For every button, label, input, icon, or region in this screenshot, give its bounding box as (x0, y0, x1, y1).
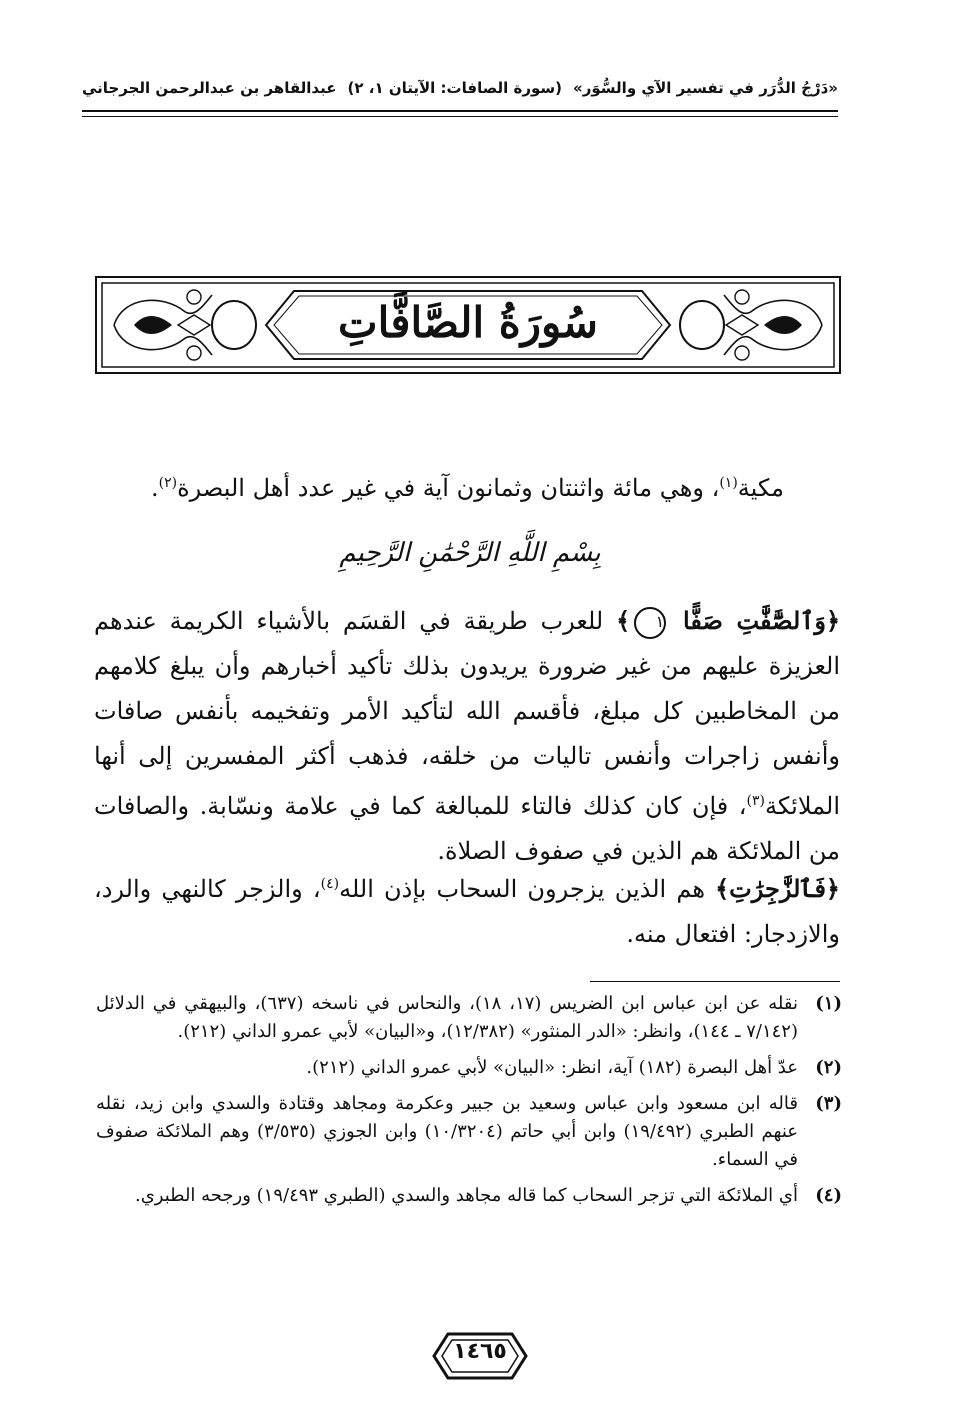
footnotes (96, 990, 842, 1218)
footnote-separator (590, 981, 840, 982)
book-title: «دَرْجُ الدُّرَر في تفسير الآي والسُّوَر» (573, 79, 838, 97)
footnote-number: (٤) (815, 1185, 842, 1206)
paragraph2-text-a: هم الذين يزجرون السحاب بإذن الله (339, 875, 716, 903)
page-number: ١٤٦٥ (453, 1339, 507, 1364)
commentary-paragraph-2 (94, 862, 840, 957)
header-rule-thick (82, 110, 838, 112)
footnote-text: أي الملائكة التي تزجر السحاب كما قاله مجاهد والسدي (الطبري ١٩/٤٩٣) ورجحه الطبري. (135, 1185, 798, 1206)
section-reference: (سورة الصافات: الآيتان ١، ٢) (347, 79, 562, 97)
surah-title: سُورَةُ الصَّافَّاتِ (338, 298, 598, 347)
footnote-item (96, 1090, 842, 1174)
ayah-text-1: ﴿وَٱلصَّٰٓفَّٰتِ صَفًّا (683, 606, 841, 635)
basmala: بِسْمِ اللَّهِ الرَّحْمَٰنِ الرَّحِيمِ (339, 538, 601, 568)
footnote-item (96, 990, 842, 1046)
intro-text-b: ، وهي مائة واثنتان وثمانون آية في غير عدد أهل البصرة (177, 474, 720, 502)
paragraph2-text-b: ، والزجر كالنهي والرد، والازدجار: افتعال منه. (94, 875, 840, 948)
footnote-text: قاله ابن مسعود وابن عباس وسعيد بن جبير وعكرمة ومجاهد وقتادة والسدي وابن زيد، نقله عنهم الطبري (١٩/٤٩٢) وابن أبي حاتم (١٠/٣٢٠٤) وابن الجوزي (٣/٥٣٥) وهم الملائكة صفوف في السماء. (96, 1093, 798, 1170)
surah-banner (94, 275, 842, 375)
footnote-ref-3: (٣) (746, 793, 766, 809)
intro-text-a: مكية (737, 474, 784, 502)
page-number-badge (430, 1330, 530, 1382)
running-header (82, 70, 838, 106)
ayah-text-2: ﴿فَٱلزَّٰجِرَٰتِ﴾ (715, 874, 840, 903)
paragraph1-text-a: للعرب طريقة في القسَم بالأشياء الكريمة عندهم العزيزة عليهم من غير ضرورة يريدون بذلك تأكيد أخبارهم وأن يبلغ كلامهم من المخاطبين كل مبلغ، فأقسم الله لتأكيد الأمر وتفخيمه بأنفس صافات وأنفس زاجرات وأنفس تاليات من خلقه، فذهب أكثر المفسرين إلى أنها الملائكة (94, 607, 841, 820)
footnote-ref-4: (٤) (320, 876, 340, 892)
surah-intro (96, 458, 784, 513)
footnote-text: نقله عن ابن عباس ابن الضريس (١٧، ١٨)، والنحاس في ناسخه (٦٣٧)، والبيهقي في الدلائل (٧/١٤٢ ـ ١٤٤)، وانظر: «الدر المنثور» (١٢/٣٨٢)، و«البيان» لأبي عمرو الداني (٢١٢). (96, 993, 798, 1042)
footnote-ref-2: (٢) (158, 475, 178, 491)
ayah-close-bracket: ﴾ (616, 606, 631, 635)
ayah-number-badge: ١ (634, 607, 666, 639)
footnote-number: (٢) (815, 1057, 842, 1078)
footnote-number: (١) (815, 993, 842, 1014)
footnote-item (96, 1182, 842, 1210)
footnote-ref-1: (١) (719, 475, 738, 491)
paragraph1-text-b: ، فإن كان كذلك فالتاء للمبالغة كما في علامة ونسّابة. والصافات من الملائكة هم الذين في صفوف الصلاة. (94, 792, 840, 865)
author-name: عبدالقاهر بن عبدالرحمن الجرجاني (82, 79, 337, 97)
intro-text-c: . (151, 474, 159, 502)
footnote-number: (٣) (815, 1093, 842, 1114)
footnote-text: عدّ أهل البصرة (١٨٢) آية، انظر: «البيان» لأبي عمرو الداني (٢١٢). (306, 1057, 798, 1078)
commentary-paragraph-1 (94, 598, 840, 874)
header-rule-thin (82, 116, 838, 117)
footnote-item (96, 1054, 842, 1082)
